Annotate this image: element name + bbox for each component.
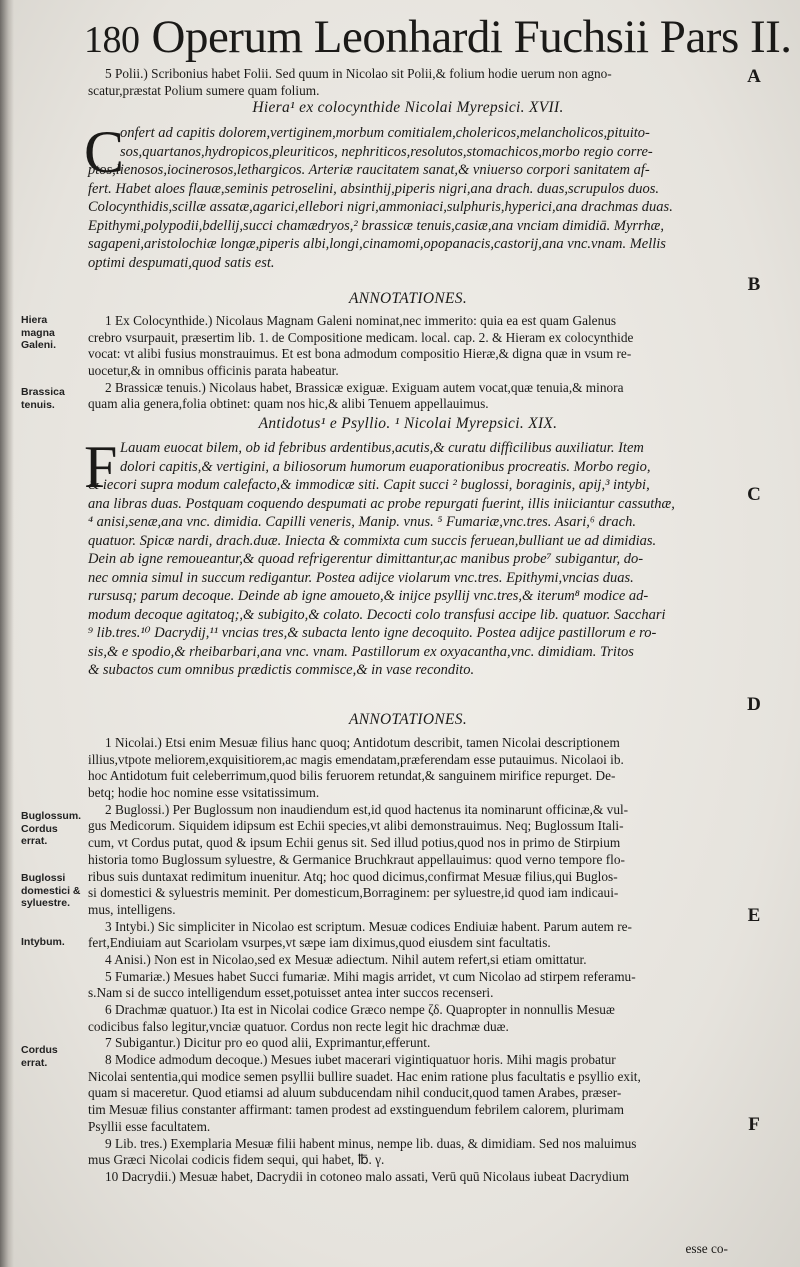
- text-line: cum, vt Cordus putat, quod & ipsum Echii genus sit. Sed illud potius,quod nos in primo de Stirpium: [88, 835, 621, 851]
- recipe-antidotus-text: [84, 434, 728, 680]
- text-line: ptos,lienosos,iocinerosos,lethargicos. Arteriæ raucitatem sanat,& vniuerso corpori sanitatem af-: [88, 162, 650, 178]
- sidenote-cordus-errat: Cordus errat.: [21, 1044, 58, 1069]
- page-number: 180: [84, 19, 140, 61]
- text-line: gus Medicorum. Siquidem idipsum est Echii species,vt alibi demonstrauimus. Neq; Buglossum Itali-: [88, 818, 624, 834]
- text-line: Psyllii esse facultatem.: [88, 1118, 211, 1134]
- text-line: betq; hodie hoc nomine esse vsitatissimum.: [88, 785, 320, 801]
- text-line: mus, intelligens.: [88, 901, 176, 917]
- text-line: 4 Anisi.) Non est in Nicolao,sed ex Mesuæ adiectum. Nihil autem refert,si etiam omittatur.: [105, 951, 587, 967]
- text-line: si domestici & syluestris meminit. Per domesticum,Borraginem: per syluestre,id quod iam indicaui-: [88, 885, 619, 901]
- margin-letter-e: E: [747, 905, 761, 926]
- text-line: nec omnia simul in succum redigantur. Postea adijce violarum vnc.tres. Epithymi,vncias duas.: [88, 569, 634, 586]
- text-line: ⁹ lib.tres.¹⁰ Dacrydij,¹¹ vncias tres,& subacta lento igne decoquito. Postea adijce pastillorum e ro-: [88, 625, 657, 641]
- annotationes-heading-2: ANNOTATIONES.: [348, 711, 467, 728]
- annotationes-heading-1: ANNOTATIONES.: [348, 290, 467, 307]
- text-line: fert,Endiuiam aut Scariolam vsurpes,vt sæpe iam diximus,quod eiusdem sint facultatis.: [88, 935, 551, 951]
- text-line: & subactos cum omnibus prædictis commisce,& in vase recondito.: [88, 662, 475, 678]
- text-line: modum decoque agitatoq;,& subigito,& colato. Decocti colo transfusi accipe lib. quatuor. Sacchari: [88, 606, 666, 623]
- text-line: 2 Buglossi.) Per Buglossum non inaudiendum est,id quod hactenus ita nominarunt officinæ,& vul-: [105, 801, 629, 817]
- text-line: Colocynthidis,scillæ assatæ,agarici,ellebori nigri,ammoniaci,sulphuris,hyperici,ana drachmas duas.: [88, 199, 673, 215]
- text-line: Nicolai sententia,qui modice semen psyllii bullire suadet. Hac enim ratione plus facultatis e psyllio exit,: [88, 1068, 641, 1084]
- top-note: [88, 66, 728, 99]
- text-line: quatuor. Spicæ nardi, drach.duæ. Iniecta & commixta cum succis feruean,bulliant ue ad dimidias.: [88, 532, 657, 549]
- text-line: 5 Fumariæ.) Mesues habet Succi fumariæ. Mihi magis arridet, vt cum Nicolao ad stirpem referamu-: [105, 968, 636, 984]
- text-line: tim Mesuæ filius constanter affirmant: tamen prodest ad exstinguendum febrilem calorem, plurimam: [88, 1102, 624, 1118]
- text-line: 5 Polii.) Scribonius habet Folii. Sed quum in Nicolao sit Polii,& folium hodie uerum non agno-: [105, 66, 612, 81]
- margin-letter-c: C: [747, 484, 761, 505]
- text-line: optimi despumati,quod satis est.: [88, 254, 275, 271]
- sidenote-intybum: Intybum.: [21, 936, 65, 948]
- text-line: sagapeni,aristolochiæ longæ,piperis albi,longi,cinamomi,opopanacis,castorij,ana vnc.vnam. Mellis: [88, 236, 666, 252]
- margin-letter-b: B: [747, 274, 761, 295]
- running-head: [84, 8, 792, 66]
- text-line: hoc Antidotum fuit celeberrimum,quod bilis feruorem retundat,& sanguinem mirifice repurget. De-: [88, 768, 616, 784]
- text-line: sis,& e spodio,& rheibarbari,ana vnc. vnam. Pastillorum ex oxyacantha,vnc. dimidiam. Tritos: [88, 643, 634, 660]
- text-line: 9 Lib. tres.) Exemplaria Mesuæ filii habent minus, nempe lib. duas, & dimidiam. Sed nos maluimus: [105, 1135, 637, 1151]
- text-line: fert. Habet aloes flauæ,seminis petroselini, absinthij,piperis nigri,ana drach. duas,scrupulos duos.: [88, 180, 660, 197]
- drop-cap: F: [84, 434, 118, 500]
- text-line: s.Nam si de succo intelligendum esset,potuisset antea inter succos recenseri.: [88, 985, 494, 1001]
- text-line: vocat: vt alibi fusius monstrauimus. Et est bona admodum compositio Hieræ,& digna quæ in vsum re-: [88, 346, 632, 362]
- sidenote-hiera-magna: Hiera magna Galeni.: [21, 314, 57, 351]
- annotations-block-2: [88, 735, 728, 1186]
- annotations-block-1: [88, 313, 728, 413]
- text-line: dolori capitis,& vertigini, a biliosorum humorum euaporationibus procreatis. Morbo regio,: [120, 458, 651, 475]
- text-line: historia tomo Buglossum syluestre, & Germanice Bruchkraut appellauimus: quod verno tempore flo-: [88, 851, 625, 867]
- recipe-heading-antidotus: Antidotus¹ e Psyllio. ¹ Nicolai Myrepsici. XIX.: [258, 415, 558, 432]
- catchword: esse co-: [685, 1241, 728, 1256]
- sidenote-buglossum: Buglossum. Cordus errat.: [21, 810, 82, 847]
- text-line: & iecori supra modum calefacto,& immodicæ siti. Capit succi ² buglossi, boraginis, apij,³ intybi,: [88, 477, 650, 493]
- text-line: sos,quartanos,hydropicos,pleuriticos, nephriticos,resolutos,stomachicos,morbo regio corre-: [120, 143, 653, 160]
- margin-letter-d: D: [747, 694, 761, 715]
- text-line: ana libras duas. Postquam coquendo despumati ac probe repurgati fuerint, illis iniiciantur cassuthæ,: [88, 495, 675, 512]
- sidenote-buglossi-domestici: Buglossi domestici & syluestre.: [21, 872, 81, 909]
- text-line: uocetur,& in omnibus officinis parata habeatur.: [88, 363, 339, 379]
- text-line: 6 Drachmæ quatuor.) Ita est in Nicolai codice Græco nempe ζδ. Quapropter in nonnullis Mesuæ: [105, 1002, 615, 1017]
- text-line: Epithymi,polypodii,bdellij,succi chamædryos,² brassicæ tenuis,casiæ,ana vnciam dimidiā. Myrrhæ,: [88, 217, 664, 234]
- text-line: codicibus falso legitur,vnciæ quatuor. Cordus non recte legit hic drachmæ duæ.: [88, 1018, 509, 1034]
- text-line: quam si maceretur. Quod etiamsi ad aluum subducendam nihil conducit,quod tamen Arabes, præser-: [88, 1085, 622, 1101]
- text-line: 3 Intybi.) Sic simpliciter in Nicolao est scriptum. Mesuæ codices Endiuiæ habent. Parum autem re-: [105, 918, 632, 934]
- text-line: crebro vsurpauit, præsertim lib. 1. de Compositione medicam. local. cap. 2. & Hieram ex colocynthide: [88, 329, 634, 345]
- sidenote-brassica: Brassica tenuis.: [21, 386, 65, 411]
- drop-cap: C: [84, 119, 125, 185]
- text-line: mus Græci Nicolai codicis fidem sequi, qui habet, ℔. γ.: [88, 1152, 385, 1168]
- text-line: 10 Dacrydii.) Mesuæ habet, Dacrydii in cotoneo malo assati, Verū quū Nicolaus iubeat Dacrydium: [105, 1168, 630, 1184]
- recipe-heading-hiera: Hiera¹ ex colocynthide Nicolai Myrepsici. XVII.: [252, 99, 564, 116]
- text-line: Dein ab igne remoueantur,& quoad refrigerentur dimittantur,ac manibus probe⁷ subigantur, do-: [88, 551, 644, 567]
- page-title: Operum Leonhardi Fuchsii Pars II.: [151, 11, 792, 63]
- text-line: quam alia genera,folia obtinet: quam nos hic,& alibi Tenuem appellauimus.: [88, 396, 489, 412]
- recipe-hiera-text: [84, 119, 728, 272]
- text-line: 1 Ex Colocynthide.) Nicolaus Magnam Galeni nominat,nec immerito: quia ea est quam Galenus: [105, 313, 617, 328]
- text-line: Lauam euocat bilem, ob id febribus ardentibus,acutis,& curatu difficilibus auxiliatur. Item: [120, 440, 644, 456]
- text-line: rursusq; parum decoque. Deinde ab igne amoueto,& inijce psyllij vnc.tres,& iterum⁸ modice ad-: [88, 588, 649, 604]
- text-line: onfert ad capitis dolorem,vertiginem,morbum comitialem,cholericos,melancholicos,pituito-: [120, 125, 650, 141]
- text-line: 1 Nicolai.) Etsi enim Mesuæ filius hanc quoq; Antidotum describit, tamen Nicolai descriptionem: [105, 735, 620, 750]
- text-line: scatur,præstat Polium sumere quam folium.: [88, 82, 320, 98]
- margin-letter-f: F: [748, 1114, 760, 1135]
- text-line: 7 Subigantur.) Dicitur pro eo quod alii, Exprimantur,efferunt.: [105, 1035, 431, 1051]
- text-line: 2 Brassicæ tenuis.) Nicolaus habet, Brassicæ exiguæ. Exiguam autem vocat,quæ tenuia,& minora: [105, 379, 624, 395]
- margin-letter-a: A: [747, 66, 761, 87]
- text-line: 8 Modice admodum decoque.) Mesues iubet macerari vigintiquatuor horis. Mihi magis probatur: [105, 1052, 616, 1068]
- text-line: illius,vtpote meliorem,exquisitiorem,ac magis emendatam,præferendam esse putauimus. Nicolaoi ib.: [88, 751, 624, 767]
- text-line: ⁴ anisi,senæ,ana vnc. dimidia. Capilli veneris, Manip. vnus. ⁵ Fumariæ,vnc.tres. Asari,⁶ drach.: [88, 514, 636, 530]
- text-line: ribus suis duntaxat redimitum inuenitur. Atq; hoc quod dicimus,confirmat Mesuæ filius,qui Buglos-: [88, 868, 618, 884]
